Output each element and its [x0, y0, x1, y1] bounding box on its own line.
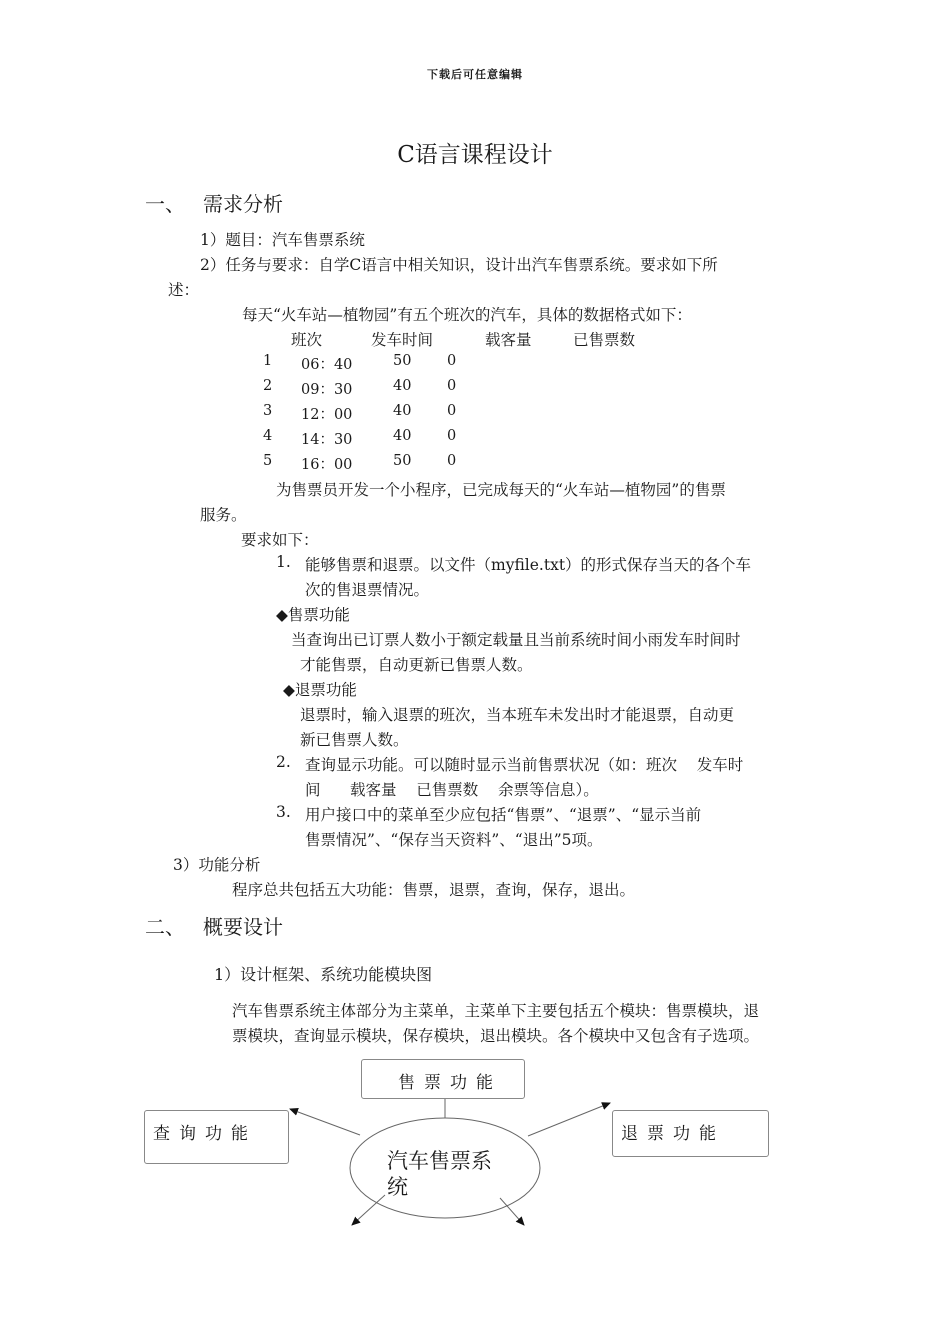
refund-line1: 退票时，输入退票的班次，当本班车未发出时才能退票，自动更	[300, 706, 735, 724]
table-cell: 5	[263, 453, 273, 469]
table-cell: 40	[393, 378, 412, 394]
refund-line2: 新已售票人数。	[300, 731, 409, 749]
sell-function-title: ◆售票功能	[276, 606, 350, 624]
req1-number: 1.	[276, 553, 291, 571]
table-cell: 0	[447, 353, 457, 369]
sell-function-box: 售票功能	[361, 1059, 525, 1099]
design-para-line2: 票模块，查询显示模块，保存模块，退出模块。各个模块中又包含有子选项。	[232, 1027, 760, 1045]
table-cell: 4	[263, 428, 273, 444]
req2-line1: 查询显示功能。可以随时显示当前售票状况（如：班次 发车时	[305, 756, 744, 774]
service-line1: 为售票员开发一个小程序，已完成每天的“火车站—植物园”的售票	[276, 481, 726, 499]
table-cell: 40	[393, 428, 412, 444]
table-cell: 0	[447, 378, 457, 394]
table-cell: 06：40	[301, 357, 353, 373]
table-cell: 50	[393, 353, 412, 369]
table-cell: 3	[263, 403, 273, 419]
refund-function-title: ◆退票功能	[283, 681, 357, 699]
req3-line2: 售票情况”、“保存当天资料”、“退出”5项。	[305, 831, 603, 849]
req2-line2: 间 载客量 已售票数 余票等信息）。	[305, 781, 599, 799]
subsection-design-framework: 1）设计框架、系统功能模块图	[214, 965, 433, 984]
item1-topic: 1）题目：汽车售票系统	[200, 231, 365, 249]
service-line2: 服务。	[200, 506, 247, 524]
table-cell: 40	[393, 403, 412, 419]
req3-number: 3.	[276, 803, 291, 821]
section1-number: 一、	[145, 192, 185, 216]
page-title: C语言课程设计	[397, 142, 553, 168]
arrow-left	[290, 1109, 360, 1135]
table-cell: 0	[447, 453, 457, 469]
req1-line1: 能够售票和退票。以文件（myfile.txt）的形式保存当天的各个车	[305, 556, 752, 574]
table-cell: 50	[393, 453, 412, 469]
table-cell: 1	[263, 353, 273, 369]
requirements-intro: 要求如下：	[241, 531, 319, 549]
table-header-shift: 班次	[291, 331, 323, 349]
table-header-capacity: 载客量	[485, 331, 532, 349]
section1-heading: 需求分析	[203, 192, 283, 216]
table-cell: 2	[263, 378, 273, 394]
table-cell: 09：30	[301, 382, 353, 398]
sell-line2: 才能售票，自动更新已售票人数。	[300, 656, 533, 674]
item3-function-analysis: 3）功能分析	[173, 856, 261, 874]
arrow-bottom-left	[352, 1195, 385, 1225]
req3-line1: 用户接口中的菜单至少应包括“售票”、“退票”、“显示当前	[305, 806, 702, 824]
section2-heading: 概要设计	[203, 915, 283, 939]
table-cell: 14：30	[301, 432, 353, 448]
table-cell: 0	[447, 403, 457, 419]
header-note: 下载后可任意编辑	[427, 68, 523, 81]
table-cell: 12：00	[301, 407, 353, 423]
query-function-box: 查询功能	[144, 1110, 289, 1164]
arrow-right	[528, 1103, 610, 1136]
item2-line2: 述：	[168, 281, 200, 299]
item2-line1: 2）任务与要求：自学C语言中相关知识，设计出汽车售票系统。要求如下所	[200, 256, 718, 274]
sell-line1: 当查询出已订票人数小于额定载量且当前系统时间小雨发车时间时	[291, 631, 741, 649]
function-summary: 程序总共包括五大功能：售票，退票，查询，保存，退出。	[232, 881, 636, 899]
req1-line2: 次的售退票情况。	[305, 581, 430, 599]
arrow-bottom-right	[500, 1198, 524, 1225]
table-header-time: 发车时间	[371, 331, 434, 349]
refund-function-box: 退票功能	[612, 1110, 769, 1157]
section2-number: 二、	[145, 915, 185, 939]
design-para-line1: 汽车售票系统主体部分为主菜单，主菜单下主要包括五个模块：售票模块，退	[232, 1002, 760, 1020]
table-cell: 16：00	[301, 457, 353, 473]
table-header-sold: 已售票数	[573, 331, 636, 349]
table-cell: 0	[447, 428, 457, 444]
center-system-label: 汽车售票系统	[387, 1149, 492, 1199]
schedule-intro: 每天“火车站—植物园”有五个班次的汽车，具体的数据格式如下：	[242, 306, 692, 324]
req2-number: 2.	[276, 753, 291, 771]
